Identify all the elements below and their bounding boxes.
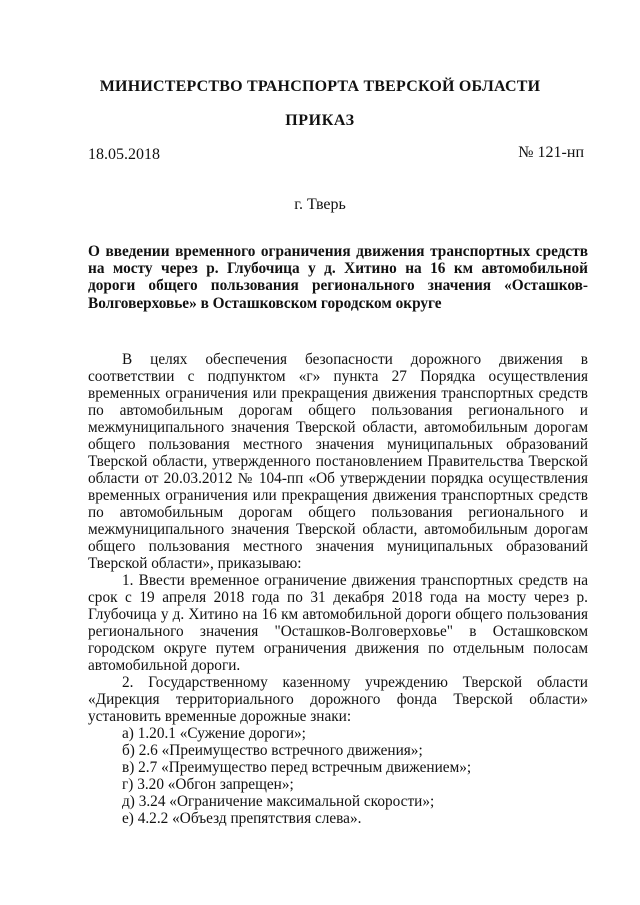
road-sign-item: а) 1.20.1 «Сужение дороги»; [122, 725, 306, 742]
road-sign-item: д) 3.24 «Ограничение максимальной скорости»; [122, 793, 435, 810]
road-signs-list [88, 725, 588, 827]
intro-paragraph: В целях обеспечения безопасности дорожного движения в соответствии с подпунктом «г» пункта 27 Порядка осуществления временных ограничения или прекращения движения транспортных средств по автомобильным дорогам общего пользования регионального и межмуниципального значения Тверской области, автомобильным дорогам общего пользования местного значения муниципальных образований Тверской области, утвержденного постановлением Правительства Тверской области от 20.03.2012 № 104-пп «Об утверждении порядка осуществления временных ограничения или прекращения движения транспортных средств по автомобильным дорогам общего пользования регионального и межмуниципального значения Тверской области, автомобильным дорогам общего пользования местного значения муниципальных образований Тверской области», приказываю: [88, 351, 588, 572]
order-subject: О введении временного ограничения движения транспортных средств на мосту через р. Глубочица у д. Хитино на 16 км автомобильной дороги общего пользования регионального значения «Осташков-Волговерховье» в Осташковском городском округе [88, 243, 588, 312]
road-sign-item: б) 2.6 «Преимущество встречного движения»; [122, 742, 423, 759]
order-body [88, 351, 588, 827]
item-1-paragraph: 1. Ввести временное ограничение движения транспортных средств на срок с 19 апреля 2018 года по 31 декабря 2018 года на мосту через р. Глубочица у д. Хитино на 16 км автомобильной дороги общего пользования регионального значения "Осташков-Волговерховье" в Осташковском городском округе путем ограничения движения по отдельным полосам автомобильной дороги. [88, 572, 588, 674]
item-2-paragraph: 2. Государственному казенному учреждению Тверской области «Дирекция территориального дорожного фонда Тверской области» установить временные дорожные знаки: [88, 674, 588, 725]
order-date: 18.05.2018 [88, 146, 160, 163]
order-title: ПРИКАЗ [285, 112, 355, 129]
ministry-heading: МИНИСТЕРСТВО ТРАНСПОРТА ТВЕРСКОЙ ОБЛАСТИ [99, 78, 541, 95]
order-city: г. Тверь [294, 196, 346, 213]
road-sign-item: в) 2.7 «Преимущество перед встречным движением»; [122, 759, 472, 776]
road-sign-item: г) 3.20 «Обгон запрещен»; [122, 776, 294, 793]
road-sign-item: е) 4.2.2 «Объезд препятствия слева». [122, 810, 362, 827]
order-number: № 121-нп [518, 144, 584, 161]
